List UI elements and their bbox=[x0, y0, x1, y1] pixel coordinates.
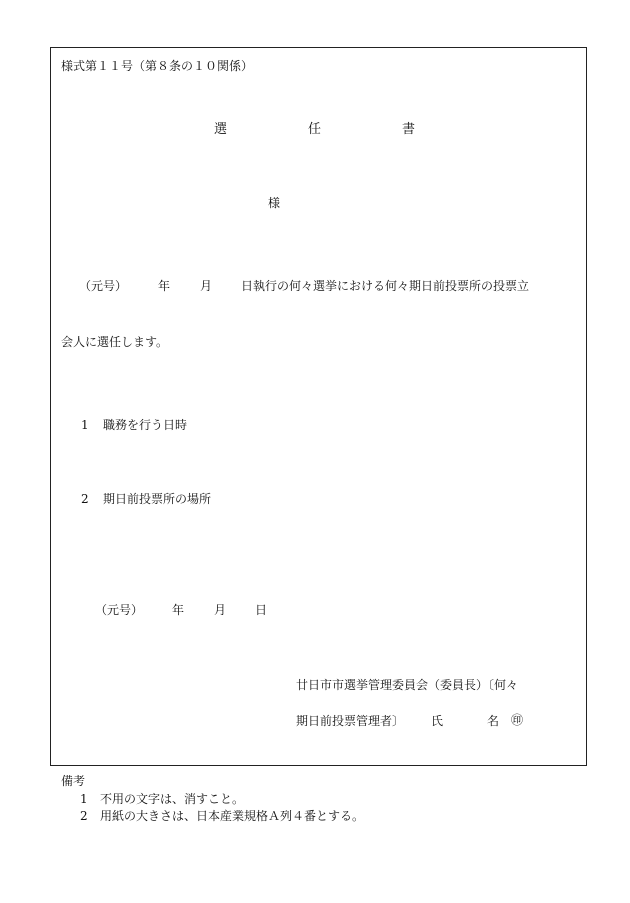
note-2-text: 用紙の大きさは、日本産業規格Ａ列４番とする。 bbox=[100, 809, 365, 823]
title-char-2: 任 bbox=[308, 122, 322, 137]
note-1-text: 不用の文字は、消すこと。 bbox=[100, 792, 245, 806]
item-1-number: 1 bbox=[81, 418, 89, 432]
addressee-suffix: 様 bbox=[268, 196, 281, 210]
item-1-label: 職務を行う日時 bbox=[103, 418, 188, 432]
title-char-3: 書 bbox=[402, 122, 416, 137]
body-month: 月 bbox=[200, 279, 213, 293]
date-era: （元号） bbox=[95, 603, 144, 617]
item-2-label: 期日前投票所の場所 bbox=[103, 492, 212, 506]
issuer-line1: 廿日市市選挙管理委員会（委員長）〔何々 bbox=[296, 678, 519, 692]
date-day: 日 bbox=[255, 603, 268, 617]
name-label-2: 名 bbox=[487, 714, 500, 728]
notes-heading: 備考 bbox=[61, 774, 86, 788]
seal-mark: ㊞ bbox=[511, 713, 524, 727]
body-era: （元号） bbox=[79, 279, 128, 293]
body-line1-rest: 日執行の何々選挙における何々期日前投票所の投票立 bbox=[241, 279, 530, 293]
note-2-number: 2 bbox=[80, 809, 88, 823]
body-line2: 会人に選任します。 bbox=[61, 335, 169, 349]
note-1-number: 1 bbox=[80, 792, 88, 806]
date-year: 年 bbox=[172, 603, 185, 617]
form-frame bbox=[50, 47, 587, 766]
form-number: 様式第１１号（第８条の１０関係） bbox=[61, 59, 254, 73]
name-label-1: 氏 bbox=[431, 714, 444, 728]
title-char-1: 選 bbox=[214, 122, 228, 137]
date-month: 月 bbox=[214, 603, 227, 617]
issuer-line2: 期日前投票管理者〕 bbox=[296, 714, 405, 728]
item-2-number: 2 bbox=[81, 492, 89, 506]
body-year: 年 bbox=[158, 279, 171, 293]
